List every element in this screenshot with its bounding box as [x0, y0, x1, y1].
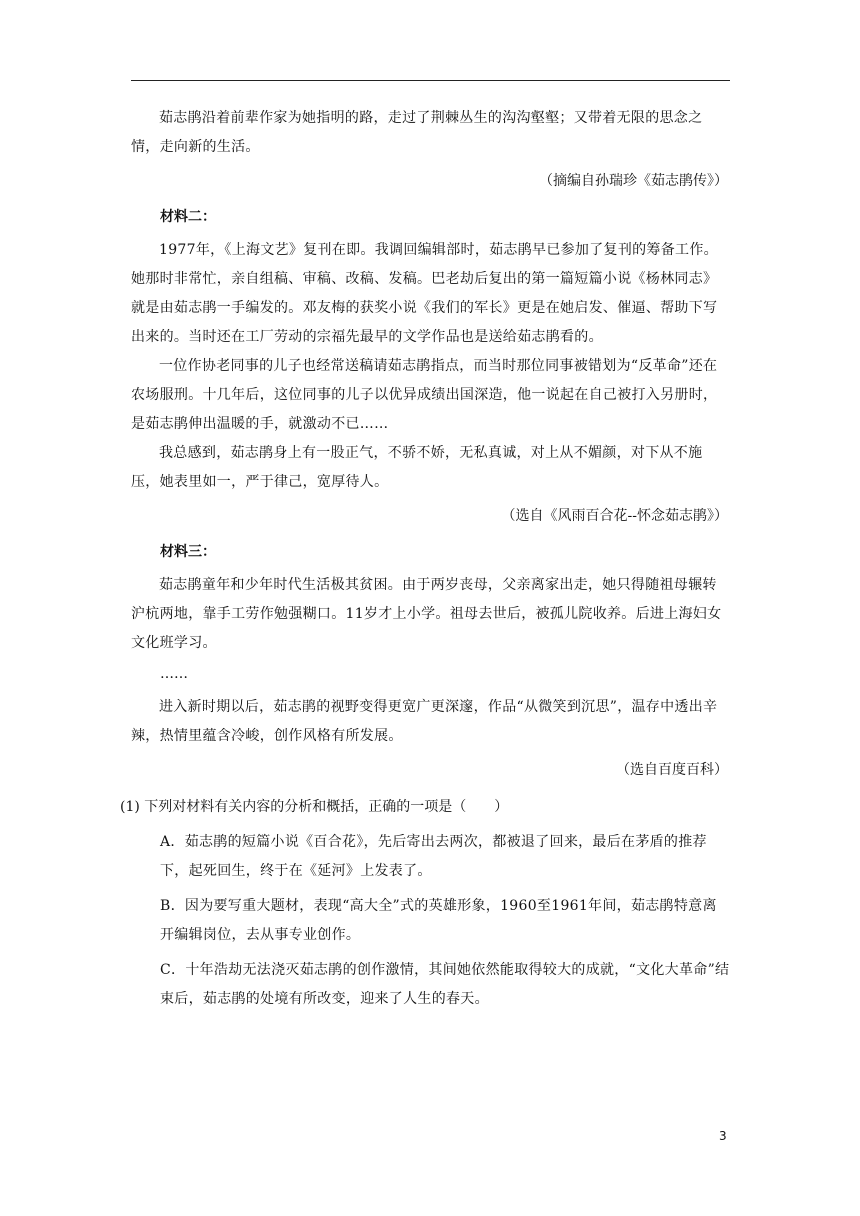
material-2-paragraph: 一位作协老同事的儿子也经常送稿请茹志鹃指点，而当时那位同事被错划为“反革命”还在农场服刑。十几年后，这位同事的儿子以优异成绩出国深造，他一说起在自己被打入另册时，是茹志鹃伸出温暖的手，就激动不已……: [131, 358, 718, 432]
document-body: [120, 104, 730, 1016]
material-3-paragraph: 进入新时期以后，茹志鹃的视野变得更宽广更深邃，作品“从微笑到沉思”，温存中透出辛辣，热情里蕴含冷峻，创作风格有所发展。: [131, 699, 718, 744]
option-a[interactable]: [160, 828, 730, 886]
material-3-paragraph: 茹志鹃童年和少年时代生活极其贫困。由于两岁丧母，父亲离家出走，她只得随祖母辗转沪杭两地，靠手工劳作勉强糊口。11岁才上小学。祖母去世后，被孤儿院收养。后进上海妇女文化班学习。: [131, 577, 722, 651]
material-2-paragraph: 1977年，《上海文艺》复刊在即。我调回编辑部时，茹志鹃早已参加了复刊的筹备工作。她那时非常忙，亲自组稿、审稿、改稿、发稿。巴老劫后复出的第一篇短篇小说《杨林同志》就是由茹志鹃一手编发的。邓友梅的获奖小说《我们的军长》更是在她启发、催逼、帮助下写出来的。当时还在工厂劳动的宗福先最早的文学作品也是送给茹志鹃看的。: [131, 242, 718, 345]
passage-paragraph: 茹志鹃沿着前辈作家为她指明的路，走过了荆棘丛生的沟沟壑壑；又带着无限的思念之情，走向新的生活。: [131, 110, 703, 155]
option-label: B．: [160, 898, 185, 914]
option-text: 茹志鹃的短篇小说《百合花》，先后寄出去两次，都被退了回来，最后在茅盾的推荐下，起死回生，终于在《延河》上发表了。: [160, 834, 707, 879]
option-text: 十年浩劫无法浇灭茹志鹃的创作激情，其间她依然能取得较大的成就，“文化大革命”结束后，茹志鹃的处境有所改变，迎来了人生的春天。: [160, 962, 730, 1007]
option-label: A．: [160, 834, 185, 850]
question-stem: (1) 下列对材料有关内容的分析和概括，正确的一项是（ ）: [120, 799, 509, 815]
option-b[interactable]: [160, 892, 730, 950]
material-2-paragraph: 我总感到，茹志鹃身上有一股正气，不骄不娇，无私真诚，对上从不媚颜，对下从不施压，她表里如一，严于律己，宽厚待人。: [131, 445, 703, 490]
option-label: C．: [160, 962, 186, 978]
ellipsis: ……: [160, 666, 188, 682]
header-rule: [131, 80, 730, 81]
page-number: 3: [719, 1129, 727, 1143]
source-citation: （选自百度百科）: [616, 762, 728, 778]
option-c[interactable]: [160, 956, 730, 1014]
option-text: 因为要写重大题材，表现“高大全”式的英雄形象，1960至1961年间，茹志鹃特意离开编辑岗位，去从事专业创作。: [160, 898, 717, 943]
material-3-heading: 材料三：: [160, 544, 216, 560]
source-citation: （选自《风雨百合花--怀念茹志鹃》）: [501, 508, 728, 524]
material-2-heading: 材料二：: [160, 209, 216, 225]
source-citation: （摘编自孙瑞珍《茹志鹃传》）: [539, 173, 728, 189]
